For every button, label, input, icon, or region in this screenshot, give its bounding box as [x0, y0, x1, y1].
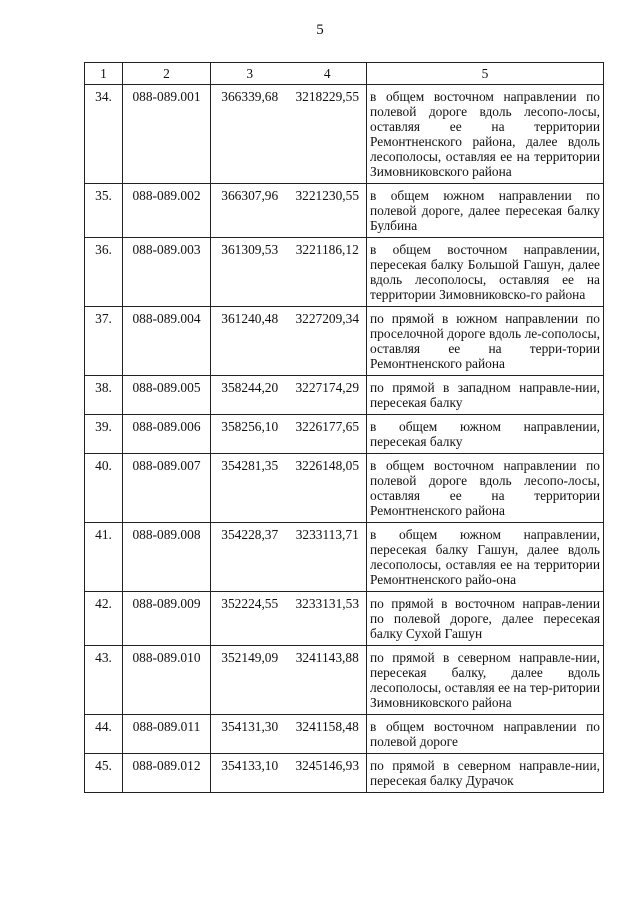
- point-code: 088-089.006: [123, 415, 211, 454]
- coordinate-y: 3233131,53: [289, 592, 367, 646]
- point-code: 088-089.001: [123, 85, 211, 184]
- row-number: 43.: [85, 646, 123, 715]
- point-code: 088-089.002: [123, 184, 211, 238]
- boundary-description: в общем восточном направлении по полевой дороге: [367, 715, 604, 754]
- page-number: 5: [316, 22, 324, 38]
- row-number: 37.: [85, 307, 123, 376]
- table-row: [85, 454, 604, 523]
- row-number: 39.: [85, 415, 123, 454]
- coordinate-x: 358244,20: [211, 376, 289, 415]
- point-code: 088-089.010: [123, 646, 211, 715]
- coordinate-x: 361240,48: [211, 307, 289, 376]
- header-col-5: 5: [367, 63, 604, 85]
- coordinate-y: 3233113,71: [289, 523, 367, 592]
- boundary-description: по прямой в восточном направ-лении по полевой дороге, далее пересекая балку Сухой Гашун: [367, 592, 604, 646]
- coordinate-y: 3221230,55: [289, 184, 367, 238]
- coordinate-x: 354281,35: [211, 454, 289, 523]
- coordinate-y: 3241158,48: [289, 715, 367, 754]
- table-header-row: [85, 63, 604, 85]
- boundary-description: по прямой в южном направлении по проселочной дороге вдоль ле-сополосы, оставляя ее на терри-тории Ремонтненского района: [367, 307, 604, 376]
- row-number: 44.: [85, 715, 123, 754]
- point-code: 088-089.011: [123, 715, 211, 754]
- table-row: [85, 85, 604, 184]
- coordinate-x: 352224,55: [211, 592, 289, 646]
- boundary-description: в общем восточном направлении по полевой дороге вдоль лесопо-лосы, оставляя ее на территории Ремонтненского района, далее вдоль лесополосы, оставляя ее на территории Зимовниковского района: [367, 85, 604, 184]
- header-col-1: 1: [85, 63, 123, 85]
- boundary-description: в общем южном направлении по полевой дороге, далее пересекая балку Булбина: [367, 184, 604, 238]
- coordinate-x: 361309,53: [211, 238, 289, 307]
- point-code: 088-089.008: [123, 523, 211, 592]
- coordinate-y: 3227174,29: [289, 376, 367, 415]
- row-number: 42.: [85, 592, 123, 646]
- coordinate-x: 354228,37: [211, 523, 289, 592]
- row-number: 34.: [85, 85, 123, 184]
- boundary-description: по прямой в западном направле-нии, пересекая балку: [367, 376, 604, 415]
- row-number: 36.: [85, 238, 123, 307]
- header-col-2: 2: [123, 63, 211, 85]
- boundary-description: по прямой в северном направле-нии, пересекая балку Дурачок: [367, 754, 604, 793]
- header-col-4: 4: [289, 63, 367, 85]
- coordinate-y: 3241143,88: [289, 646, 367, 715]
- table-row: [85, 184, 604, 238]
- coordinate-x: 366339,68: [211, 85, 289, 184]
- table-row: [85, 754, 604, 793]
- table-row: [85, 523, 604, 592]
- boundary-description: в общем восточном направлении по полевой дороге вдоль лесопо-лосы, оставляя ее на территории Ремонтненского района: [367, 454, 604, 523]
- row-number: 41.: [85, 523, 123, 592]
- point-code: 088-089.004: [123, 307, 211, 376]
- coordinate-y: 3221186,12: [289, 238, 367, 307]
- coordinate-y: 3226177,65: [289, 415, 367, 454]
- table-row: [85, 307, 604, 376]
- coordinate-x: 366307,96: [211, 184, 289, 238]
- coordinate-x: 358256,10: [211, 415, 289, 454]
- point-code: 088-089.007: [123, 454, 211, 523]
- coordinate-y: 3245146,93: [289, 754, 367, 793]
- table-row: [85, 376, 604, 415]
- table-row: [85, 715, 604, 754]
- point-code: 088-089.009: [123, 592, 211, 646]
- table-row: [85, 592, 604, 646]
- coordinate-x: 352149,09: [211, 646, 289, 715]
- boundary-table: [84, 62, 604, 793]
- point-code: 088-089.005: [123, 376, 211, 415]
- coordinate-x: 354131,30: [211, 715, 289, 754]
- coordinate-y: 3227209,34: [289, 307, 367, 376]
- point-code: 088-089.012: [123, 754, 211, 793]
- table-row: [85, 238, 604, 307]
- header-col-3: 3: [211, 63, 289, 85]
- point-code: 088-089.003: [123, 238, 211, 307]
- boundary-description: в общем южном направлении, пересекая балку: [367, 415, 604, 454]
- coordinate-x: 354133,10: [211, 754, 289, 793]
- row-number: 45.: [85, 754, 123, 793]
- boundary-description: в общем южном направлении, пересекая балку Гашун, далее вдоль лесополосы, оставляя ее на территории Ремонтненского райо-она: [367, 523, 604, 592]
- boundary-description: по прямой в северном направле-нии, пересекая балку, далее вдоль лесополосы, оставляя ее на тер-ритории Зимовниковского района: [367, 646, 604, 715]
- row-number: 35.: [85, 184, 123, 238]
- row-number: 40.: [85, 454, 123, 523]
- table-row: [85, 415, 604, 454]
- coordinate-y: 3218229,55: [289, 85, 367, 184]
- coordinate-y: 3226148,05: [289, 454, 367, 523]
- row-number: 38.: [85, 376, 123, 415]
- table-row: [85, 646, 604, 715]
- boundary-description: в общем восточном направлении, пересекая балку Большой Гашун, далее вдоль лесополосы, оставляя ее на территории Зимовниковско-го района: [367, 238, 604, 307]
